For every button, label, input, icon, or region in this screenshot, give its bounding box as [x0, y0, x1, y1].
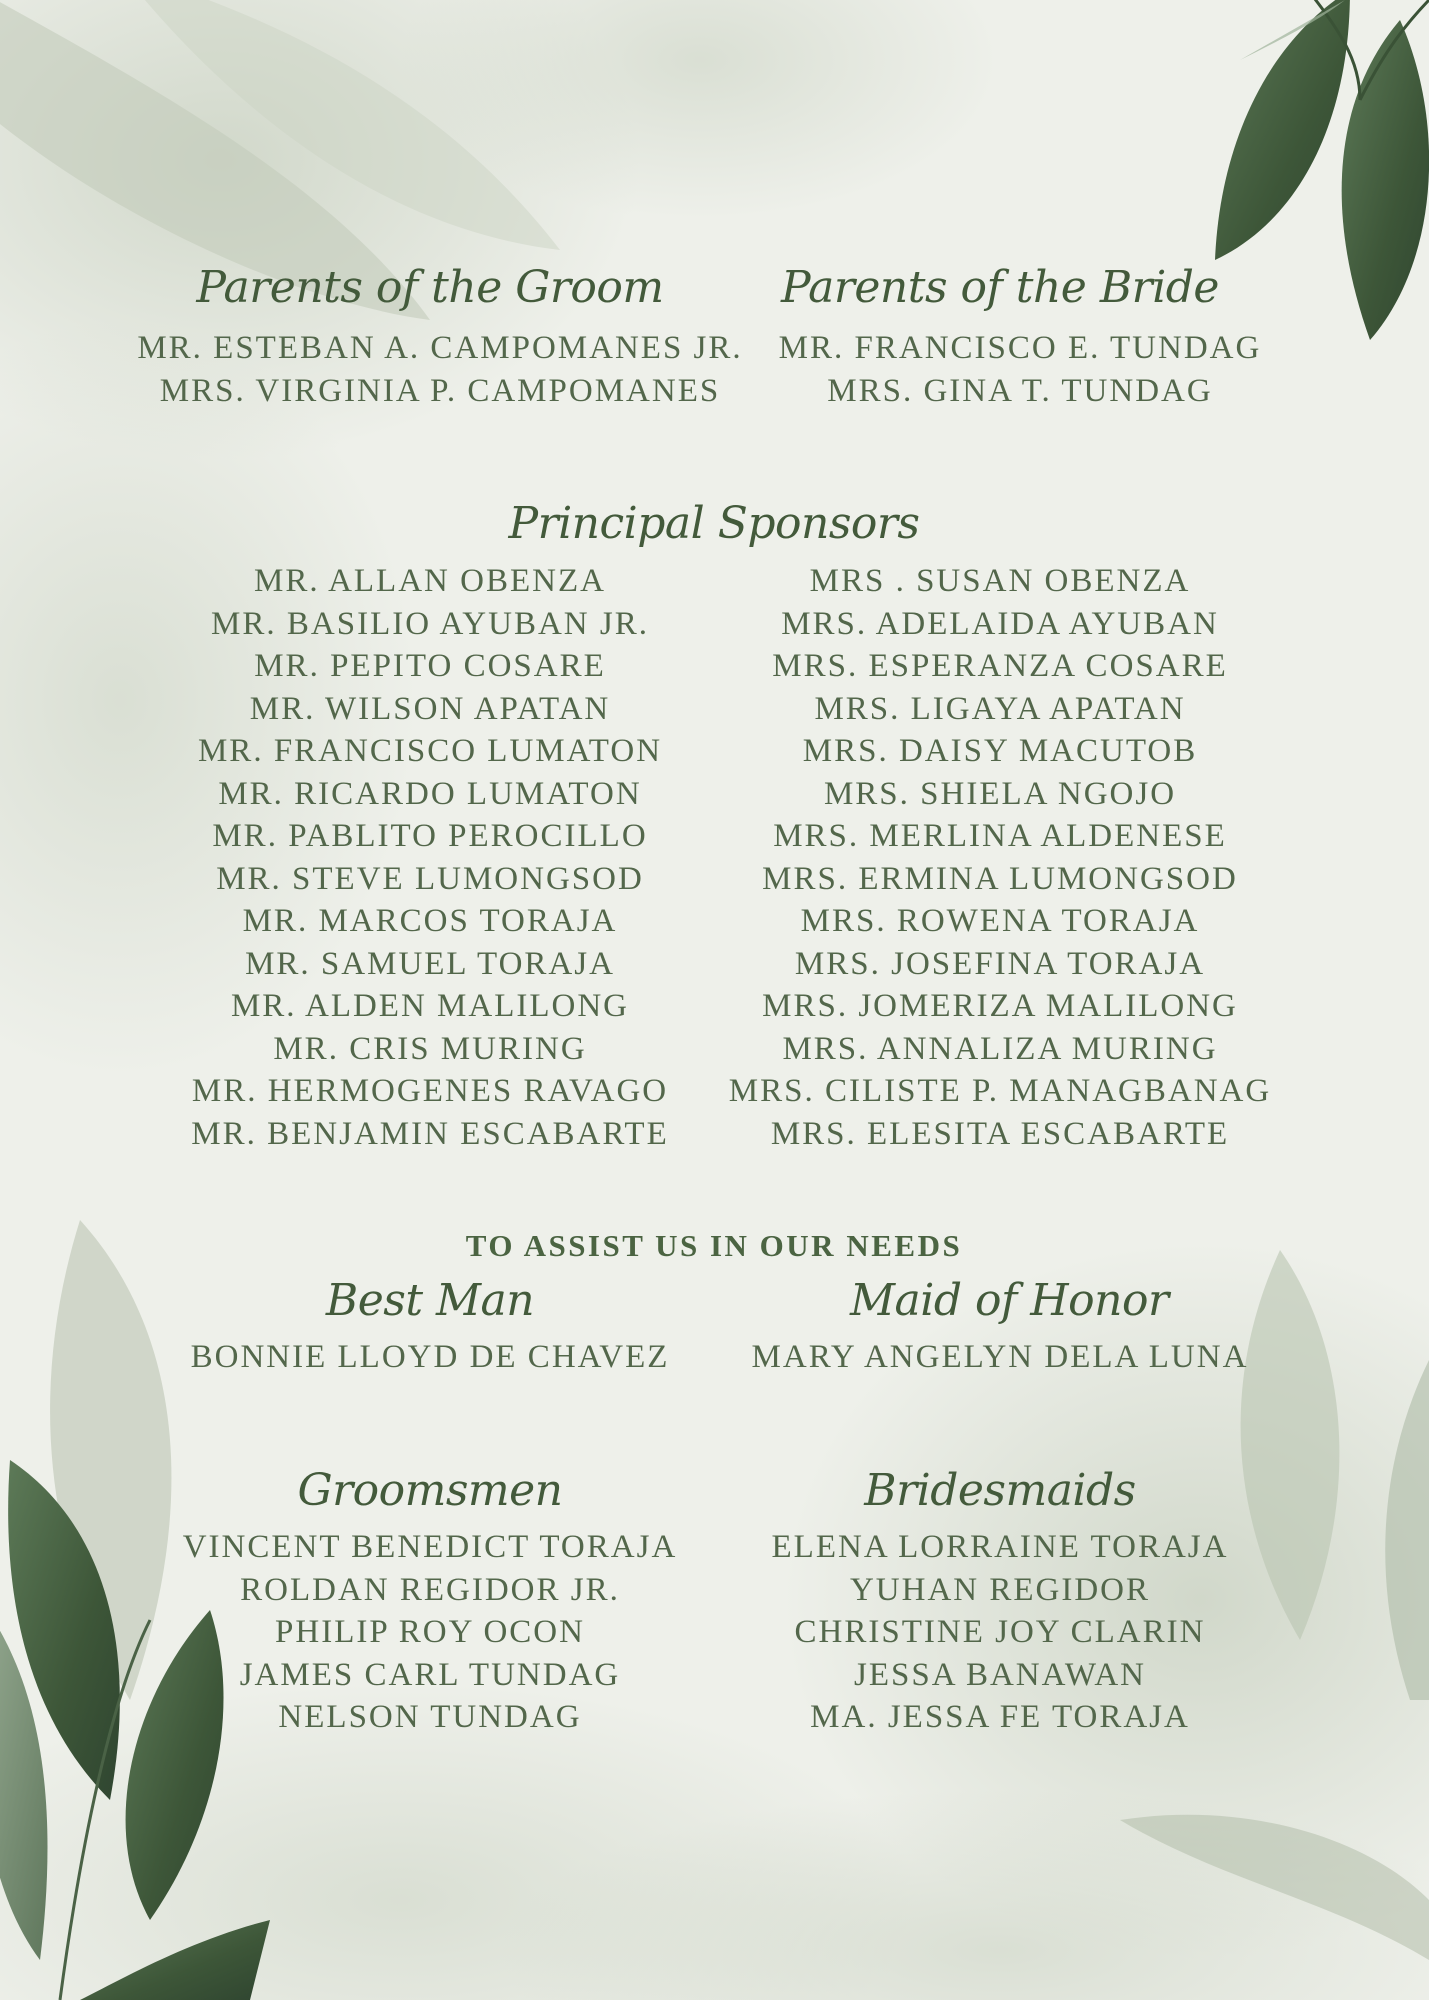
sponsors-men-column: [160, 560, 700, 1155]
list-item: MRS. DAISY MACUTOB: [802, 733, 1198, 769]
list-item: MR. MARCOS TORAJA: [242, 903, 618, 939]
list-item: CHRISTINE JOY CLARIN: [794, 1614, 1206, 1650]
list-item: MRS. ANNALIZA MURING: [782, 1030, 1218, 1067]
list-item: MR. FRANCISCO LUMATON: [197, 733, 663, 769]
list-item: MR. BASILIO AYUBAN JR.: [211, 605, 649, 642]
list-item: MR. STEVE LUMONGSOD: [216, 860, 644, 897]
list-item: ROLDAN REGIDOR JR.: [240, 1571, 620, 1608]
list-item: MR. WILSON APATAN: [249, 690, 611, 727]
list-item: MR. ALLAN OBENZA: [254, 563, 606, 599]
list-item: NELSON TUNDAG: [278, 1699, 582, 1735]
name-line: MR. FRANCISCO E. TUNDAG: [778, 330, 1262, 366]
name-line: MR. ESTEBAN A. CAMPOMANES JR.: [137, 330, 743, 366]
list-item: JAMES CARL TUNDAG: [239, 1656, 621, 1693]
parents-bride-title: Parents of the Bride: [781, 262, 1219, 313]
best-man-title: Best Man: [325, 1275, 535, 1326]
list-item: MRS. ADELAIDA AYUBAN: [781, 605, 1219, 642]
list-item: MR. HERMOGENES RAVAGO: [191, 1073, 669, 1109]
list-item: MRS. ROWENA TORAJA: [800, 903, 1200, 939]
groomsmen-list: [160, 1526, 700, 1739]
list-item: MRS. ESPERANZA COSARE: [772, 648, 1228, 684]
name-line: BONNIE LLOYD DE CHAVEZ: [190, 1339, 670, 1375]
list-item: MRS. LIGAYA APATAN: [814, 690, 1186, 727]
list-item: PHILIP ROY OCON: [275, 1614, 585, 1650]
list-item: ELENA LORRAINE TORAJA: [771, 1529, 1229, 1565]
list-item: MR. RICARDO LUMATON: [218, 775, 642, 812]
best-man-name: [160, 1336, 700, 1379]
parents-bride-names: [760, 327, 1280, 412]
name-line: MARY ANGELYN DELA LUNA: [751, 1339, 1249, 1375]
list-item: MRS. SHIELA NGOJO: [823, 775, 1177, 812]
name-line: MRS. GINA T. TUNDAG: [827, 372, 1213, 409]
sponsors-women-column: [720, 560, 1280, 1155]
list-item: MR. SAMUEL TORAJA: [245, 945, 615, 982]
list-item: MRS. ERMINA LUMONGSOD: [762, 860, 1238, 897]
list-item: MRS. CILISTE P. MANAGBANAG: [728, 1073, 1272, 1109]
assist-heading: TO ASSIST US IN OUR NEEDS: [465, 1228, 963, 1263]
list-item: MA. JESSA FE TORAJA: [810, 1699, 1190, 1735]
list-item: MRS. MERLINA ALDENESE: [773, 818, 1227, 854]
maid-of-honor-title: Maid of Honor: [850, 1275, 1169, 1326]
list-item: MRS . SUSAN OBENZA: [809, 563, 1191, 599]
list-item: MR. PEPITO COSARE: [254, 648, 606, 684]
bridesmaids-list: [720, 1526, 1280, 1739]
list-item: MRS. JOMERIZA MALILONG: [762, 988, 1238, 1024]
parents-groom-names: [110, 327, 770, 412]
list-item: MR. BENJAMIN ESCABARTE: [191, 1115, 669, 1152]
list-item: MR. ALDEN MALILONG: [230, 988, 630, 1024]
list-item: MRS. ELESITA ESCABARTE: [770, 1115, 1230, 1152]
list-item: JESSA BANAWAN: [854, 1656, 1146, 1693]
groomsmen-title: Groomsmen: [297, 1465, 563, 1516]
list-item: MR. CRIS MURING: [273, 1030, 587, 1067]
bridesmaids-title: Bridesmaids: [864, 1465, 1136, 1516]
list-item: MR. PABLITO PEROCILLO: [212, 818, 648, 854]
list-item: VINCENT BENEDICT TORAJA: [182, 1529, 678, 1565]
principal-sponsors-title: Principal Sponsors: [508, 498, 920, 549]
name-line: MRS. VIRGINIA P. CAMPOMANES: [159, 372, 721, 409]
parents-groom-title: Parents of the Groom: [196, 262, 664, 313]
list-item: MRS. JOSEFINA TORAJA: [794, 945, 1206, 982]
maid-of-honor-name: [720, 1336, 1280, 1379]
list-item: YUHAN REGIDOR: [849, 1571, 1151, 1608]
